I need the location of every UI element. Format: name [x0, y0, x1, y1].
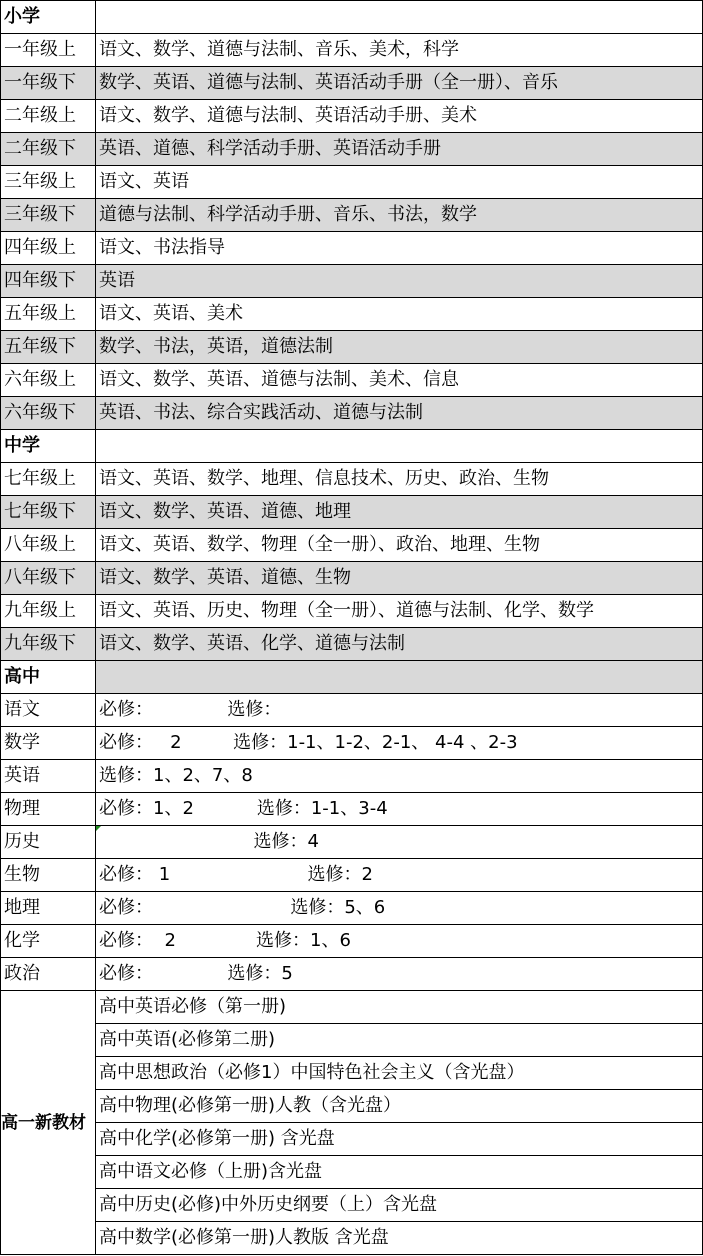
table-row: [1, 232, 703, 265]
table-row: [1, 958, 703, 991]
grade-cell[interactable]: 九年级上: [1, 595, 96, 628]
books-cell[interactable]: 选修：4: [96, 826, 703, 859]
grade-cell[interactable]: 七年级下: [1, 496, 96, 529]
books-cell[interactable]: 数学、英语、道德与法制、英语活动手册（全一册）、音乐: [96, 67, 703, 100]
grade-cell[interactable]: 地理: [1, 892, 96, 925]
grade-cell[interactable]: 数学: [1, 727, 96, 760]
books-cell[interactable]: 必修： 选修：5、6: [96, 892, 703, 925]
grade-cell[interactable]: 物理: [1, 793, 96, 826]
books-cell[interactable]: 高中语文必修（上册)含光盘: [96, 1156, 703, 1189]
books-cell[interactable]: 选修：1、2、7、8: [96, 760, 703, 793]
table-row: [1, 1189, 703, 1222]
books-cell[interactable]: 英语、书法、综合实践活动、道德与法制: [96, 397, 703, 430]
table-row: [1, 265, 703, 298]
books-cell[interactable]: 语文、数学、英语、道德与法制、美术、信息: [96, 364, 703, 397]
books-cell[interactable]: 英语、道德、科学活动手册、英语活动手册: [96, 133, 703, 166]
grade-cell[interactable]: 生物: [1, 859, 96, 892]
books-cell[interactable]: 数学、书法，英语，道德法制: [96, 331, 703, 364]
grade-cell[interactable]: 英语: [1, 760, 96, 793]
grade-cell[interactable]: 政治: [1, 958, 96, 991]
table-row: [1, 991, 703, 1024]
table-row: [1, 892, 703, 925]
table-row: [1, 925, 703, 958]
table-row: [1, 331, 703, 364]
section-title[interactable]: 中学: [1, 430, 96, 463]
grade-cell[interactable]: 三年级下: [1, 199, 96, 232]
table-row: [1, 826, 703, 859]
grade-cell[interactable]: 四年级下: [1, 265, 96, 298]
books-cell[interactable]: 高中历史(必修)中外历史纲要（上）含光盘: [96, 1189, 703, 1222]
table-row: [1, 496, 703, 529]
grade-cell[interactable]: 五年级下: [1, 331, 96, 364]
table-row: [1, 859, 703, 892]
books-cell[interactable]: 高中物理(必修第一册)人教（含光盘）: [96, 1090, 703, 1123]
books-cell[interactable]: 语文、英语、美术: [96, 298, 703, 331]
grade-cell[interactable]: 七年级上: [1, 463, 96, 496]
table-row: [1, 67, 703, 100]
grade-cell[interactable]: 四年级上: [1, 232, 96, 265]
table-row: [1, 562, 703, 595]
table-row: [1, 1156, 703, 1189]
table-row: [1, 133, 703, 166]
grade-cell[interactable]: 三年级上: [1, 166, 96, 199]
grade-cell[interactable]: 八年级上: [1, 529, 96, 562]
grade-cell[interactable]: 二年级下: [1, 133, 96, 166]
books-cell[interactable]: 必修： 选修：: [96, 694, 703, 727]
books-cell[interactable]: 必修： 2 选修：1、6: [96, 925, 703, 958]
table-row: [1, 694, 703, 727]
books-cell[interactable]: 语文、数学、英语、化学、道德与法制: [96, 628, 703, 661]
books-cell[interactable]: 语文、英语: [96, 166, 703, 199]
table-row: [1, 760, 703, 793]
grade-cell[interactable]: 五年级上: [1, 298, 96, 331]
books-cell[interactable]: 高中化学(必修第一册) 含光盘: [96, 1123, 703, 1156]
grade-cell[interactable]: 九年级下: [1, 628, 96, 661]
table-row: [1, 1057, 703, 1090]
section-title[interactable]: 小学: [1, 1, 96, 34]
books-cell[interactable]: 必修： 选修：5: [96, 958, 703, 991]
books-cell[interactable]: 语文、数学、英语、道德、地理: [96, 496, 703, 529]
grade-cell[interactable]: 历史: [1, 826, 96, 859]
books-cell[interactable]: 语文、英语、数学、物理（全一册）、政治、地理、生物: [96, 529, 703, 562]
empty-cell[interactable]: [96, 661, 703, 694]
table-row: [1, 1024, 703, 1057]
grade-cell[interactable]: 一年级下: [1, 67, 96, 100]
books-cell[interactable]: 高中英语必修（第一册): [96, 991, 703, 1024]
table-row: [1, 298, 703, 331]
section-header-row: [1, 661, 703, 694]
table-row: [1, 1090, 703, 1123]
empty-cell[interactable]: [96, 430, 703, 463]
table-row: [1, 34, 703, 67]
grade-cell[interactable]: 六年级下: [1, 397, 96, 430]
books-cell[interactable]: 高中思想政治（必修1）中国特色社会主义（含光盘）: [96, 1057, 703, 1090]
books-cell[interactable]: 高中数学(必修第一册)人教版 含光盘: [96, 1222, 703, 1255]
table-row: [1, 727, 703, 760]
books-cell[interactable]: 语文、英语、历史、物理（全一册）、道德与法制、化学、数学: [96, 595, 703, 628]
books-cell[interactable]: 语文、数学、英语、道德、生物: [96, 562, 703, 595]
table-row: [1, 1222, 703, 1255]
table-row: [1, 595, 703, 628]
grade-cell[interactable]: 语文: [1, 694, 96, 727]
grade-cell[interactable]: 八年级下: [1, 562, 96, 595]
table-row: [1, 364, 703, 397]
table-row: [1, 463, 703, 496]
table-row: [1, 166, 703, 199]
empty-cell[interactable]: [96, 1, 703, 34]
grade-cell[interactable]: 化学: [1, 925, 96, 958]
table-row: [1, 199, 703, 232]
table-row: [1, 1123, 703, 1156]
section-header-row: [1, 430, 703, 463]
table-row: [1, 628, 703, 661]
grade-cell[interactable]: 一年级上: [1, 34, 96, 67]
books-cell[interactable]: 道德与法制、科学活动手册、音乐、书法，数学: [96, 199, 703, 232]
table-row: [1, 529, 703, 562]
books-cell[interactable]: 高中英语(必修第二册): [96, 1024, 703, 1057]
books-cell[interactable]: 语文、数学、道德与法制、音乐、美术，科学: [96, 34, 703, 67]
books-cell[interactable]: 语文、数学、道德与法制、英语活动手册、美术: [96, 100, 703, 133]
table-row: [1, 100, 703, 133]
books-cell[interactable]: 必修： 2 选修：1-1、1-2、2-1、 4-4 、2-3: [96, 727, 703, 760]
section-title[interactable]: 高中: [1, 661, 96, 694]
books-cell[interactable]: 语文、英语、数学、地理、信息技术、历史、政治、生物: [96, 463, 703, 496]
grade-cell[interactable]: 二年级上: [1, 100, 96, 133]
table-row: [1, 397, 703, 430]
table-row: [1, 793, 703, 826]
new-books-label[interactable]: 高一新教材: [1, 991, 96, 1255]
books-cell[interactable]: 必修： 1 选修：2: [96, 859, 703, 892]
section-header-row: [1, 1, 703, 34]
books-cell[interactable]: 必修：1、2 选修：1-1、3-4: [96, 793, 703, 826]
books-cell[interactable]: 语文、书法指导: [96, 232, 703, 265]
grade-cell[interactable]: 六年级上: [1, 364, 96, 397]
books-cell[interactable]: 英语: [96, 265, 703, 298]
